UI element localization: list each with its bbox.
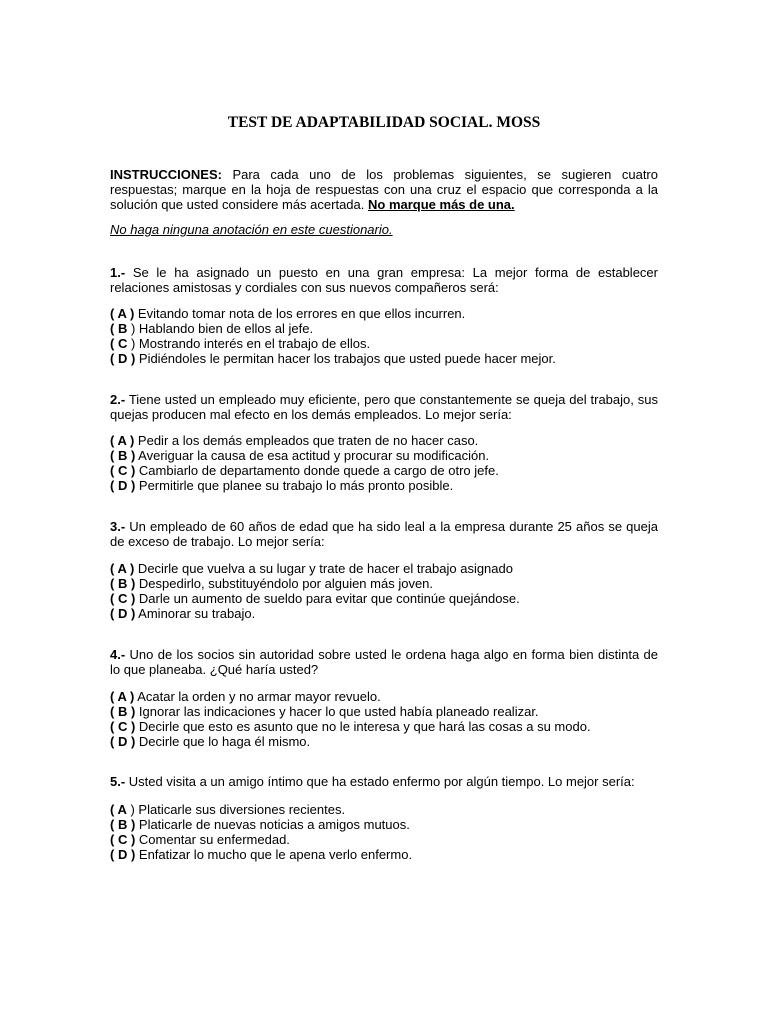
option-text: Decirle que vuelva a su lugar y trate de hacer el trabajo asignado — [134, 561, 513, 576]
option-text: Permitirle que planee su trabajo lo más pronto posible. — [135, 478, 454, 493]
question-text: Usted visita a un amigo íntimo que ha estado enfermo por algún tiempo. Lo mejor sería: — [125, 774, 635, 789]
option-a — [110, 306, 658, 321]
question-stem — [110, 774, 658, 789]
option-c — [110, 832, 658, 847]
option-text: Darle un aumento de sueldo para evitar que continúe quejándose. — [135, 591, 520, 606]
option-c — [110, 463, 658, 478]
instructions-text: Para cada uno de los problemas siguientes, se sugieren cuatro respuestas; marque en la hoja de respuestas con una cruz el espacio que corresponda a la solución que usted considere más acertada. — [110, 167, 658, 212]
option-a — [110, 433, 658, 448]
option-text: Comentar su enfermedad. — [135, 832, 290, 847]
option-text: Acatar la orden y no armar mayor revuelo. — [134, 689, 381, 704]
instructions-paragraph — [110, 167, 658, 212]
option-text: Enfatizar lo mucho que le apena verlo enfermo. — [135, 847, 413, 862]
option-d — [110, 847, 658, 862]
option-letter: ( D ) — [110, 847, 136, 862]
option-c — [110, 591, 658, 606]
option-letter: ( A ) — [110, 561, 135, 576]
option-text: ) Platicarle sus diversiones recientes. — [126, 802, 346, 817]
question-text: Se le ha asignado un puesto en una gran empresa: La mejor forma de establecer relaciones amistosas y cordiales con sus nuevos compañeros será: — [110, 265, 658, 295]
option-text: Decirle que lo haga él mismo. — [135, 734, 311, 749]
option-text: Pedir a los demás empleados que traten de no hacer caso. — [134, 433, 479, 448]
question-1-options — [110, 306, 658, 366]
option-d — [110, 478, 658, 493]
question-4 — [110, 647, 658, 677]
question-stem — [110, 647, 658, 677]
option-letter: ( B ) — [110, 704, 136, 719]
question-5 — [110, 774, 658, 789]
option-b — [110, 704, 658, 719]
option-d — [110, 606, 658, 621]
option-a — [110, 802, 658, 817]
option-text: Aminorar su trabajo. — [135, 606, 256, 621]
option-letter: ( C ) — [110, 832, 136, 847]
option-c — [110, 719, 658, 734]
option-b — [110, 321, 658, 336]
option-letter: ( C ) — [110, 463, 136, 478]
option-c — [110, 336, 658, 351]
option-letter: ( B ) — [110, 448, 136, 463]
option-d — [110, 734, 658, 749]
option-text: Despedirlo, substituyéndolo por alguien más joven. — [135, 576, 434, 591]
question-number: 4.- — [110, 647, 126, 662]
question-3 — [110, 519, 658, 549]
instructions-emphasis: No marque más de una. — [368, 197, 515, 212]
option-letter: ( A ) — [110, 433, 135, 448]
question-stem — [110, 392, 658, 422]
question-stem — [110, 519, 658, 549]
option-a — [110, 689, 658, 704]
question-number: 1.- — [110, 265, 126, 280]
question-1 — [110, 265, 658, 295]
option-text: Platicarle de nuevas noticias a amigos mutuos. — [135, 817, 410, 832]
option-letter: ( D ) — [110, 351, 136, 366]
option-text: Evitando tomar nota de los errores en que ellos incurren. — [134, 306, 466, 321]
option-letter: ( C ) — [110, 719, 136, 734]
option-text: Decirle que esto es asunto que no le interesa y que hará las cosas a su modo. — [135, 719, 591, 734]
option-text: Pidiéndoles le permitan hacer los trabajos que usted puede hacer mejor. — [135, 351, 556, 366]
option-letter: ( D ) — [110, 606, 136, 621]
option-letter: ( D ) — [110, 478, 136, 493]
option-letter: ( C — [110, 336, 128, 351]
option-letter: ( A — [110, 802, 127, 817]
option-a — [110, 561, 658, 576]
question-number: 3.- — [110, 519, 126, 534]
question-5-options — [110, 802, 658, 862]
option-letter: ( B ) — [110, 576, 136, 591]
instructions-label: INSTRUCCIONES: — [110, 167, 222, 182]
question-text: Tiene usted un empleado muy eficiente, pero que constantemente se queja del trabajo, sus quejas producen mal efecto en los demás empleados. Lo mejor sería: — [110, 392, 658, 422]
question-2-options — [110, 433, 658, 493]
option-letter: ( B — [110, 321, 128, 336]
option-d — [110, 351, 658, 366]
question-stem — [110, 265, 658, 295]
option-text: ) Mostrando interés en el trabajo de ellos. — [127, 336, 371, 351]
option-letter: ( D ) — [110, 734, 136, 749]
question-text: Uno de los socios sin autoridad sobre usted le ordena haga algo en forma bien distinta de lo que planeaba. ¿Qué haría usted? — [110, 647, 658, 677]
question-text: Un empleado de 60 años de edad que ha sido leal a la empresa durante 25 años se queja de exceso de trabajo. Lo mejor sería: — [110, 519, 658, 549]
option-text: Ignorar las indicaciones y hacer lo que usted había planeado realizar. — [135, 704, 539, 719]
option-letter: ( A ) — [110, 306, 135, 321]
option-b — [110, 576, 658, 591]
option-text: Cambiarlo de departamento donde quede a cargo de otro jefe. — [135, 463, 499, 478]
option-text: ) Hablando bien de ellos al jefe. — [127, 321, 314, 336]
option-b — [110, 817, 658, 832]
note-text: No haga ninguna anotación en este cuestionario. — [110, 222, 393, 237]
option-b — [110, 448, 658, 463]
option-text: Averiguar la causa de esa actitud y procurar su modificación. — [135, 448, 490, 463]
question-4-options — [110, 689, 658, 749]
question-number: 2.- — [110, 392, 126, 407]
option-letter: ( C ) — [110, 591, 136, 606]
document-title: TEST DE ADAPTABILIDAD SOCIAL. MOSS — [227, 114, 541, 131]
question-number: 5.- — [110, 774, 126, 789]
option-letter: ( B ) — [110, 817, 136, 832]
option-letter: ( A ) — [110, 689, 135, 704]
question-3-options — [110, 561, 658, 621]
question-2 — [110, 392, 658, 422]
